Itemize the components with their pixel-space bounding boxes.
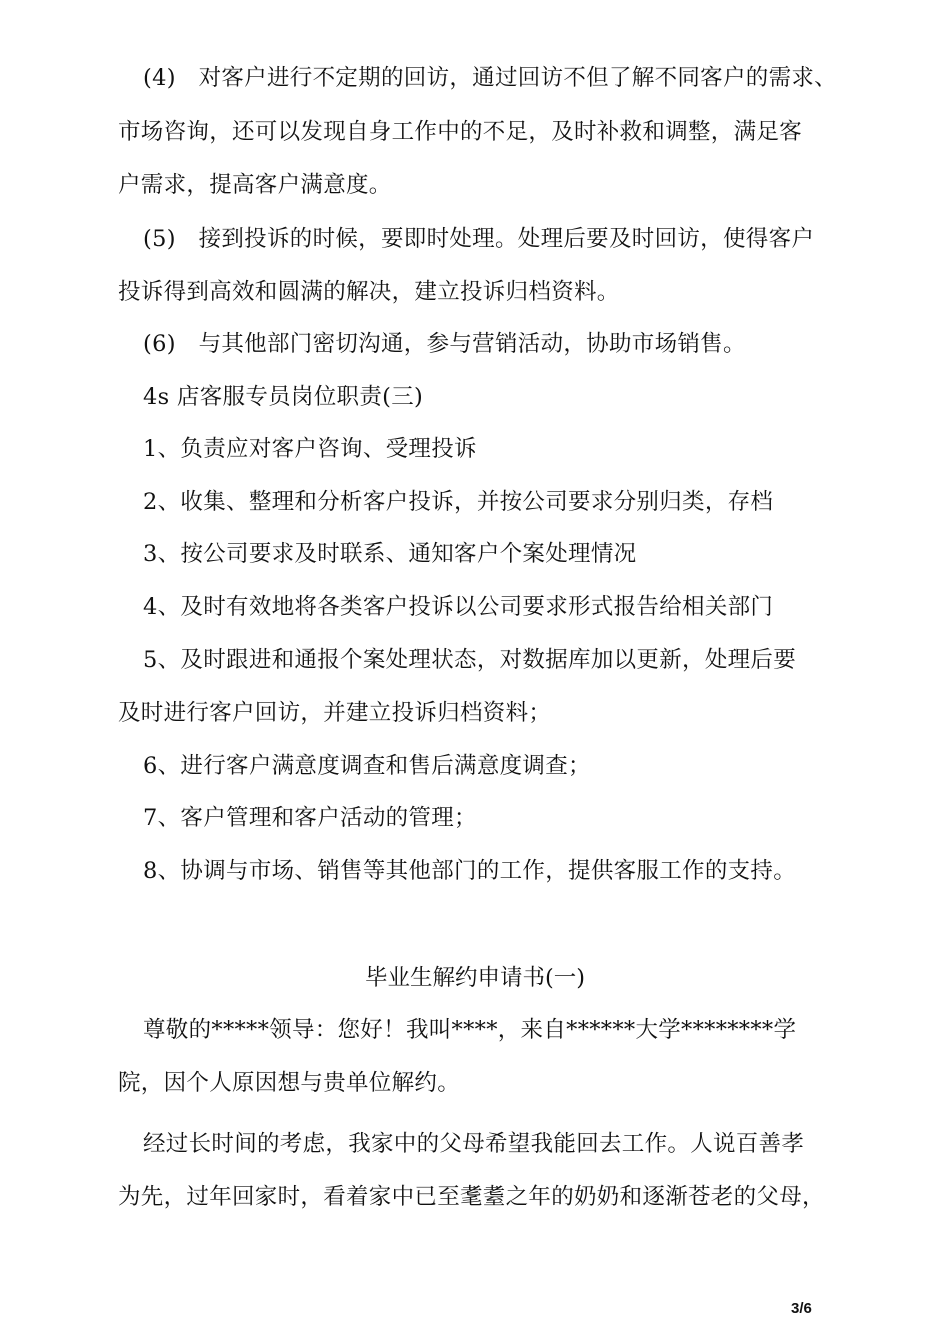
item-4-line-1: (4) 对客户进行不定期的回访，通过回访不但了解不同客户的需求、 — [143, 65, 837, 91]
duty-3: 3、按公司要求及时联系、通知客户个案处理情况 — [143, 541, 637, 567]
item-4-line-3: 户需求，提高客户满意度。 — [118, 172, 392, 198]
duty-5-line-2: 及时进行客户回访，并建立投诉归档资料； — [118, 700, 552, 726]
duty-2: 2、收集、整理和分析客户投诉，并按公司要求分别归类，存档 — [143, 489, 774, 515]
duty-1: 1、负责应对客户咨询、受理投诉 — [143, 436, 477, 462]
letter-title: 毕业生解约申请书(一) — [364, 965, 586, 991]
duty-6: 6、进行客户满意度调查和售后满意度调查； — [143, 753, 591, 779]
letter-para-2-line-1: 经过长时间的考虑，我家中的父母希望我能回去工作。人说百善孝 — [143, 1131, 805, 1157]
section-heading: 4s 店客服专员岗位职责(三) — [143, 384, 424, 410]
letter-para-1-line-2: 院，因个人原因想与贵单位解约。 — [118, 1070, 461, 1096]
page-number: 3/6 — [791, 1300, 812, 1317]
duty-4: 4、及时有效地将各类客户投诉以公司要求形式报告给相关部门 — [143, 594, 774, 620]
item-5-line-1: (5) 接到投诉的时候，要即时处理。处理后要及时回访，使得客户 — [143, 226, 815, 252]
letter-para-1-line-1: 尊敬的*****领导：您好！我叫****，来自******大学********学 — [143, 1017, 797, 1043]
item-6-line-1: (6) 与其他部门密切沟通，参与营销活动，协助市场销售。 — [143, 331, 746, 357]
letter-para-2-line-2: 为先，过年回家时，看着家中已至耄耋之年的奶奶和逐渐苍老的父母， — [118, 1184, 825, 1210]
duty-5-line-1: 5、及时跟进和通报个案处理状态，对数据库加以更新，处理后要 — [143, 647, 797, 673]
duty-7: 7、客户管理和客户活动的管理； — [143, 805, 477, 831]
duty-8: 8、协调与市场、销售等其他部门的工作，提供客服工作的支持。 — [143, 858, 797, 884]
item-4-line-2: 市场咨询，还可以发现自身工作中的不足，及时补救和调整，满足客 — [118, 119, 803, 145]
item-5-line-2: 投诉得到高效和圆满的解决，建立投诉归档资料。 — [118, 279, 620, 305]
